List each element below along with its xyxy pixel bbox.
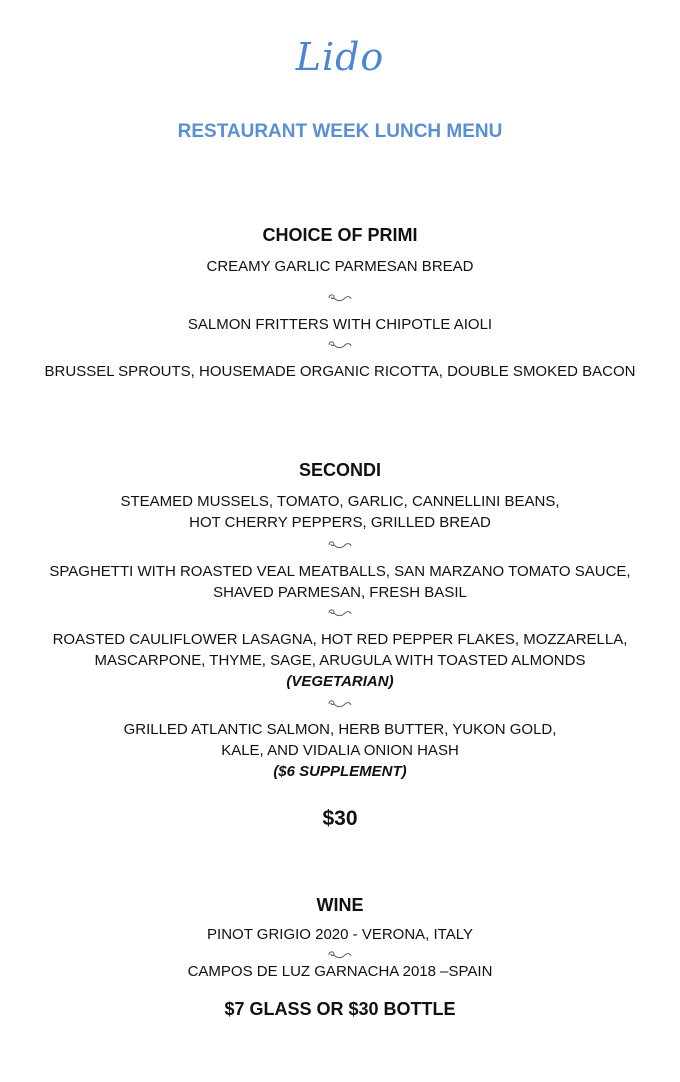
wine-heading: WINE <box>316 895 364 915</box>
flourish-divider-icon <box>0 605 680 615</box>
primi-item: CREAMY GARLIC PARMESAN BREAD <box>206 258 474 275</box>
secondi-item-line: SPAGHETTI WITH ROASTED VEAL MEATBALLS, SAN MARZANO TOMATO SAUCE, <box>49 563 631 580</box>
flourish-divider-icon <box>0 696 680 706</box>
secondi-item-line: MASCARPONE, THYME, SAGE, ARUGULA WITH TOASTED ALMONDS <box>94 652 586 669</box>
vegetarian-note: (VEGETARIAN) <box>286 673 394 690</box>
secondi-item <box>0 629 680 692</box>
secondi-item <box>0 719 680 782</box>
flourish-divider-icon <box>0 537 680 547</box>
secondi-item-line: GRILLED ATLANTIC SALMON, HERB BUTTER, YUKON GOLD, <box>123 721 557 738</box>
secondi-item-line: HOT CHERRY PEPPERS, GRILLED BREAD <box>189 514 491 531</box>
secondi-item-line: KALE, AND VIDALIA ONION HASH <box>221 742 459 759</box>
flourish-divider-icon <box>0 337 680 347</box>
wine-item: PINOT GRIGIO 2020 - VERONA, ITALY <box>207 926 473 943</box>
secondi-item-line: STEAMED MUSSELS, TOMATO, GARLIC, CANNELLINI BEANS, <box>120 493 560 510</box>
restaurant-logo: Lido <box>295 35 385 79</box>
primi-heading: CHOICE OF PRIMI <box>262 225 418 245</box>
wine-item: CAMPOS DE LUZ GARNACHA 2018 –SPAIN <box>187 963 493 980</box>
flourish-divider-icon <box>0 947 680 957</box>
secondi-heading: SECONDI <box>298 460 381 480</box>
wine-price: $7 GLASS OR $30 BOTTLE <box>224 999 456 1019</box>
menu-subtitle: RESTAURANT WEEK LUNCH MENU <box>177 121 503 142</box>
secondi-item <box>0 561 680 603</box>
menu-price: $30 <box>322 807 358 830</box>
secondi-item-line: SHAVED PARMESAN, FRESH BASIL <box>213 584 467 601</box>
primi-item: BRUSSEL SPROUTS, HOUSEMADE ORGANIC RICOTTA, DOUBLE SMOKED BACON <box>44 363 636 380</box>
secondi-item-line: ROASTED CAULIFLOWER LASAGNA, HOT RED PEPPER FLAKES, MOZZARELLA, <box>52 631 628 648</box>
secondi-item <box>0 491 680 533</box>
supplement-note: ($6 SUPPLEMENT) <box>273 763 407 780</box>
primi-item: SALMON FRITTERS WITH CHIPOTLE AIOLI <box>187 316 493 333</box>
flourish-divider-icon <box>0 290 680 300</box>
